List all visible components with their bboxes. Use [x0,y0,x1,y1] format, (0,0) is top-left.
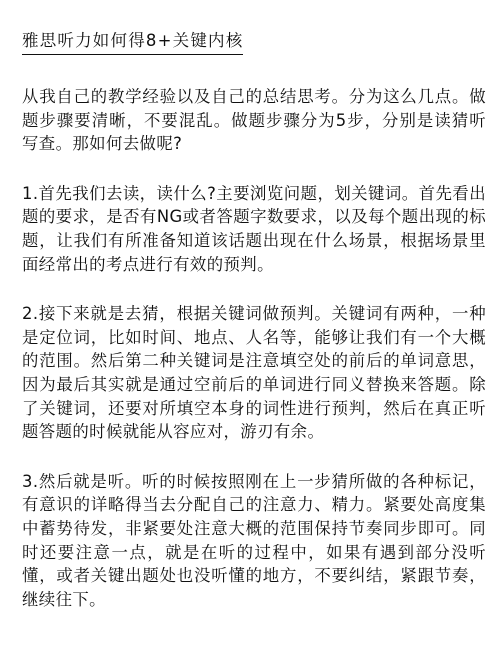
intro-paragraph: 从我自己的教学经验以及自己的总结思考。分为这么几点。做题步骤要清晰，不要混乱。做题步骤分为5步，分别是读猜听写查。那如何去做呢? [22,87,486,154]
step-guess-paragraph: 2.接下来就是去猜，根据关键词做预判。关键词有两种，一种是定位词，比如时间、地点、人名等，能够让我们有一个大概的范围。然后第二种关键词是注意填空处的前后的单词意思，因为最后其实就是通过空前后的单词进行同义替换来答题。除了关键词，还要对所填空本身的词性进行预判，然后在真正听题答题的时候就能从容应对，游刃有余。 [22,304,486,442]
page-title: 雅思听力如何得8+关键内核 [22,30,243,55]
step-read-paragraph: 1.首先我们去读，读什么?主要浏览问题，划关键词。首先看出题的要求，是否有NG或者答题字数要求，以及每个题出现的标题，让我们有所准备知道该话题出现在什么场景，根据场景里面经常出的考点进行有效的预判。 [22,183,486,274]
step-listen-paragraph: 3.然后就是听。听的时候按照刚在上一步猜所做的各种标记，有意识的详略得当去分配自己的注意力、精力。紧要处高度集中蓄势待发，非紧要处注意大概的范围保持节奏同步即可。同时还要注意一点，就是在听的过程中，如果有遇到部分没听懂，或者关键出题处也没听懂的地方，不要纠结，紧跟节奏，继续往下。 [22,471,486,609]
